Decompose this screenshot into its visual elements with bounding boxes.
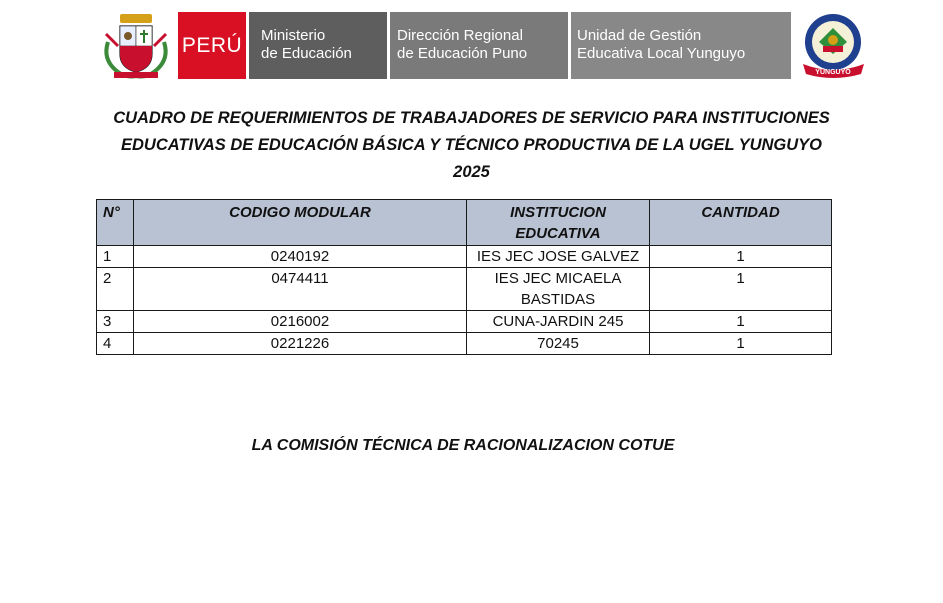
- cell-cantidad: 1: [650, 246, 832, 268]
- cell-n: 3: [97, 311, 134, 333]
- ugel-block: [571, 12, 791, 79]
- header-codigo-modular: CODIGO MODULAR: [134, 200, 467, 246]
- ministerio-line-2: de Educación: [261, 45, 352, 62]
- ministerio-line-1: Ministerio: [261, 27, 326, 44]
- direccion-line-2: de Educación Puno: [397, 45, 528, 62]
- title-line-3: 2025: [453, 163, 490, 181]
- title-line-2: EDUCATIVAS DE EDUCACIÓN BÁSICA Y TÉCNICO PRODUCTIVA DE LA UGEL YUNGUYO: [120, 136, 822, 154]
- cell-institucion: 70245: [467, 333, 650, 355]
- header-institucion-educativa: INSTITUCION EDUCATIVA: [467, 200, 650, 246]
- cell-institucion: IES JEC MICAELA BASTIDAS: [467, 268, 650, 311]
- peru-brand-block: [178, 12, 246, 79]
- unidad-line-2: Educativa Local Yunguyo: [577, 45, 746, 62]
- cell-n: 1: [97, 246, 134, 268]
- cell-cantidad: 1: [650, 268, 832, 311]
- cell-cantidad: 1: [650, 311, 832, 333]
- cell-codigo: 0216002: [134, 311, 467, 333]
- cell-institucion: IES JEC JOSE GALVEZ: [467, 246, 650, 268]
- direccion-line-1: Dirección Regional: [397, 27, 523, 44]
- cell-cantidad: 1: [650, 333, 832, 355]
- cell-codigo: 0474411: [134, 268, 467, 311]
- table-row: [97, 333, 832, 355]
- header-cantidad: CANTIDAD: [650, 200, 832, 246]
- unidad-line-1: Unidad de Gestión: [577, 27, 702, 44]
- direccion-regional-block: [390, 12, 568, 79]
- title-line-1: CUADRO DE REQUERIMIENTOS DE TRABAJADORES DE SERVICIO PARA INSTITUCIONES: [113, 109, 830, 127]
- document-title: [60, 105, 883, 186]
- table-row: [97, 246, 832, 268]
- institutional-header: [100, 12, 870, 79]
- table-header-row: [97, 200, 832, 246]
- cell-n: 2: [97, 268, 134, 311]
- ugel-yunguyo-logo-icon: [797, 12, 870, 79]
- cell-institucion: CUNA-JARDIN 245: [467, 311, 650, 333]
- ugel-logo-label: YUNGUYO: [815, 69, 851, 76]
- peru-coat-of-arms-icon: [100, 12, 172, 79]
- cell-n: 4: [97, 333, 134, 355]
- cell-codigo: 0221226: [134, 333, 467, 355]
- peru-label: PERÚ: [181, 33, 243, 57]
- table-row: [97, 268, 832, 311]
- ministerio-block: [249, 12, 387, 79]
- commission-signature: LA COMISIÓN TÉCNICA DE RACIONALIZACION COTUE: [251, 437, 675, 454]
- cell-codigo: 0240192: [134, 246, 467, 268]
- header-n: N°: [97, 200, 134, 246]
- table-row: [97, 311, 832, 333]
- requirements-table: [96, 199, 832, 355]
